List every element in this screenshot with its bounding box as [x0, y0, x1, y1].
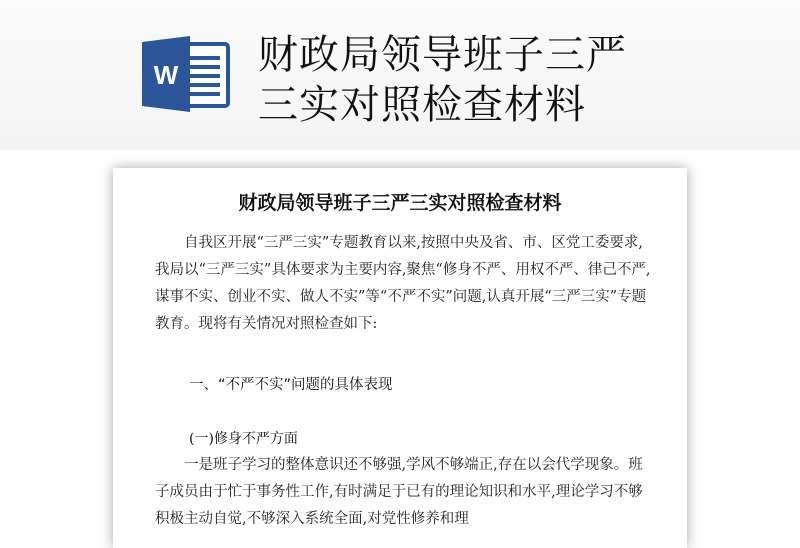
banner-title-line1: 财政局领导班子三严	[258, 32, 627, 78]
section-heading: 一、“不严不实”问题的具体表现	[189, 377, 393, 393]
document-page	[113, 168, 687, 548]
banner	[0, 0, 800, 150]
word-icon-letter: W	[153, 60, 179, 90]
intro-paragraph: 自我区开展“三严三实”专题教育以来,按照中央及省、市、区党工委要求,我局以“三严三实”具体要求为主要内容,聚焦“修身不严、用权不严、律己不严,谋事不实、创业不实、做人不实”等“不严不实”问题,认真开展“三严三实”专题教育。现将有关情况对照检查如下:	[155, 235, 651, 332]
banner-title	[258, 30, 778, 130]
subsection-heading: (一)修身不严方面	[189, 431, 298, 447]
word-icon	[142, 36, 230, 112]
document-title: 财政局领导班子三严三实对照检查材料	[238, 192, 562, 214]
banner-title-line2: 三实对照检查材料	[258, 82, 586, 128]
body-paragraph: 一是班子学习的整体意识还不够强,学风不够端正,存在以会代学现象。班子成员由于忙于事务性工作,有时满足于已有的理论知识和水平,理论学习不够积极主动自觉,不够深入系统全面,对党性修养和理	[155, 457, 643, 527]
